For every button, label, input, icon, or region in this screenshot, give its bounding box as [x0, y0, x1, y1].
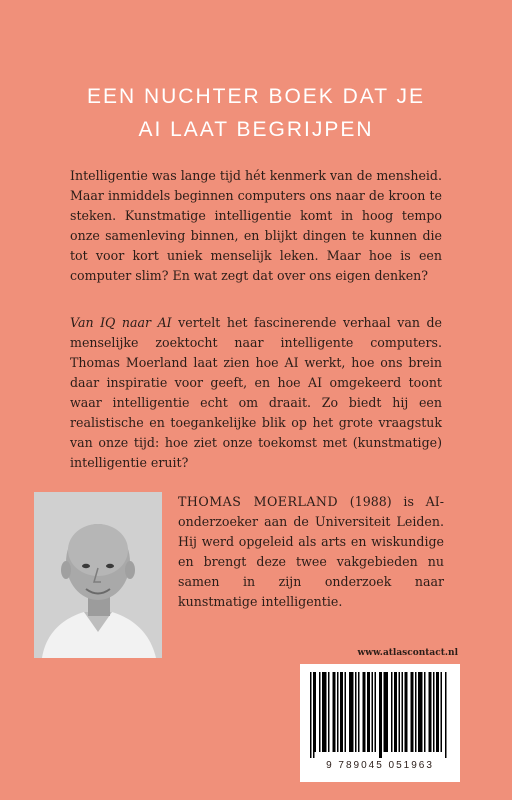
barcode-bar — [375, 672, 377, 752]
book-title: Van IQ naar AI — [70, 315, 172, 330]
author-bio — [178, 492, 444, 612]
barcode-bar — [396, 672, 398, 752]
barcode-bar — [415, 672, 417, 752]
barcode-bar — [402, 672, 404, 752]
barcode-bar — [430, 672, 432, 752]
barcode-bar — [349, 672, 351, 752]
barcode-bar — [364, 672, 366, 752]
barcode-bar — [313, 672, 315, 758]
barcode-bar — [438, 672, 440, 752]
barcode-bar — [369, 672, 371, 752]
blurb-paragraph-2 — [70, 313, 442, 473]
author-bio-text: (1988) is AI-onderzoeker aan de Universiteit Leiden. Hij werd opgeleid als arts en wiskundige en brengt deze twee vakgebieden nu samen in zijn onderzoek naar kunstmatige intelligentie. — [178, 494, 444, 609]
barcode-bar — [352, 672, 354, 752]
barcode-bar — [381, 672, 383, 758]
barcode-bar — [355, 672, 357, 752]
headline-line-1: EEN NUCHTER BOEK DAT JE — [86, 85, 426, 108]
barcode-bar — [418, 672, 420, 752]
barcode-bar — [391, 672, 393, 752]
cover-headline — [0, 80, 512, 146]
barcode-bar — [429, 672, 431, 752]
barcode — [300, 664, 460, 782]
barcode-bar — [405, 672, 407, 752]
barcode-bar — [322, 672, 324, 752]
barcode-bar — [445, 672, 447, 758]
barcode-bar — [358, 672, 360, 752]
barcode-bar — [310, 672, 312, 758]
barcode-bar — [328, 672, 330, 752]
author-name: THOMAS MOERLAND — [178, 494, 339, 509]
barcode-bar — [420, 672, 422, 752]
barcode-bar — [351, 672, 353, 752]
barcode-bar — [315, 672, 317, 752]
blurb-paragraph-1: Intelligentie was lange tijd hét kenmerk van de mensheid. Maar inmiddels beginnen computers ons naar de kroon te steken. Kunstmatige intelligentie komt in hoog tempo onze samenleving binnen, en blijkt dingen te kunnen die tot voor kort uniek menselijk leken. Maar hoe is een computer slim? En wat zegt dat over ons eigen denken? — [70, 168, 442, 283]
barcode-bar — [367, 672, 369, 752]
barcode-bar — [433, 672, 435, 752]
barcode-bar — [337, 672, 339, 752]
barcode-bar — [334, 672, 336, 752]
barcode-bar — [411, 672, 413, 752]
barcode-bar — [399, 672, 401, 752]
barcode-bar — [421, 672, 423, 752]
author-portrait-image — [34, 492, 162, 658]
barcode-bar — [372, 672, 374, 752]
publisher-url[interactable]: www.atlascontact.nl — [357, 648, 458, 658]
barcode-bar — [363, 672, 365, 752]
barcode-bar — [424, 672, 426, 752]
barcode-bar — [394, 672, 396, 752]
barcode-bar — [384, 672, 386, 752]
headline-line-2: AI LAAT BEGRIJPEN — [138, 118, 374, 141]
barcode-bar — [385, 672, 387, 752]
blurb-paragraph-2-text: vertelt het fascinerende verhaal van de menselijke zoektocht naar intelligente computers. Thomas Moerland laat zien hoe AI werkt, hoe ons brein daar inspiratie voor geeft, en hoe AI omgekeerd toont waar intelligentie echt om draait. Zo biedt hij een realistische en toegankelijke blik op het grote vraagstuk van onze tijd: hoe ziet onze toekomst met (kunstmatige) intelligentie eruit? — [70, 315, 442, 470]
barcode-bar — [412, 672, 414, 752]
barcode-bar — [340, 672, 342, 752]
barcode-bar — [387, 672, 389, 752]
barcode-bars — [310, 672, 450, 758]
barcode-bar — [406, 672, 408, 752]
barcode-bar — [345, 672, 347, 752]
barcode-bar — [319, 672, 321, 752]
barcode-bar — [324, 672, 326, 752]
barcode-bar — [379, 672, 381, 758]
barcode-bar — [325, 672, 327, 752]
barcode-bar — [441, 672, 443, 752]
barcode-bar — [333, 672, 335, 752]
barcode-bar — [342, 672, 344, 752]
barcode-bar — [436, 672, 438, 752]
isbn-number: 9 789045 051963 — [326, 760, 434, 771]
author-photo — [34, 492, 162, 658]
